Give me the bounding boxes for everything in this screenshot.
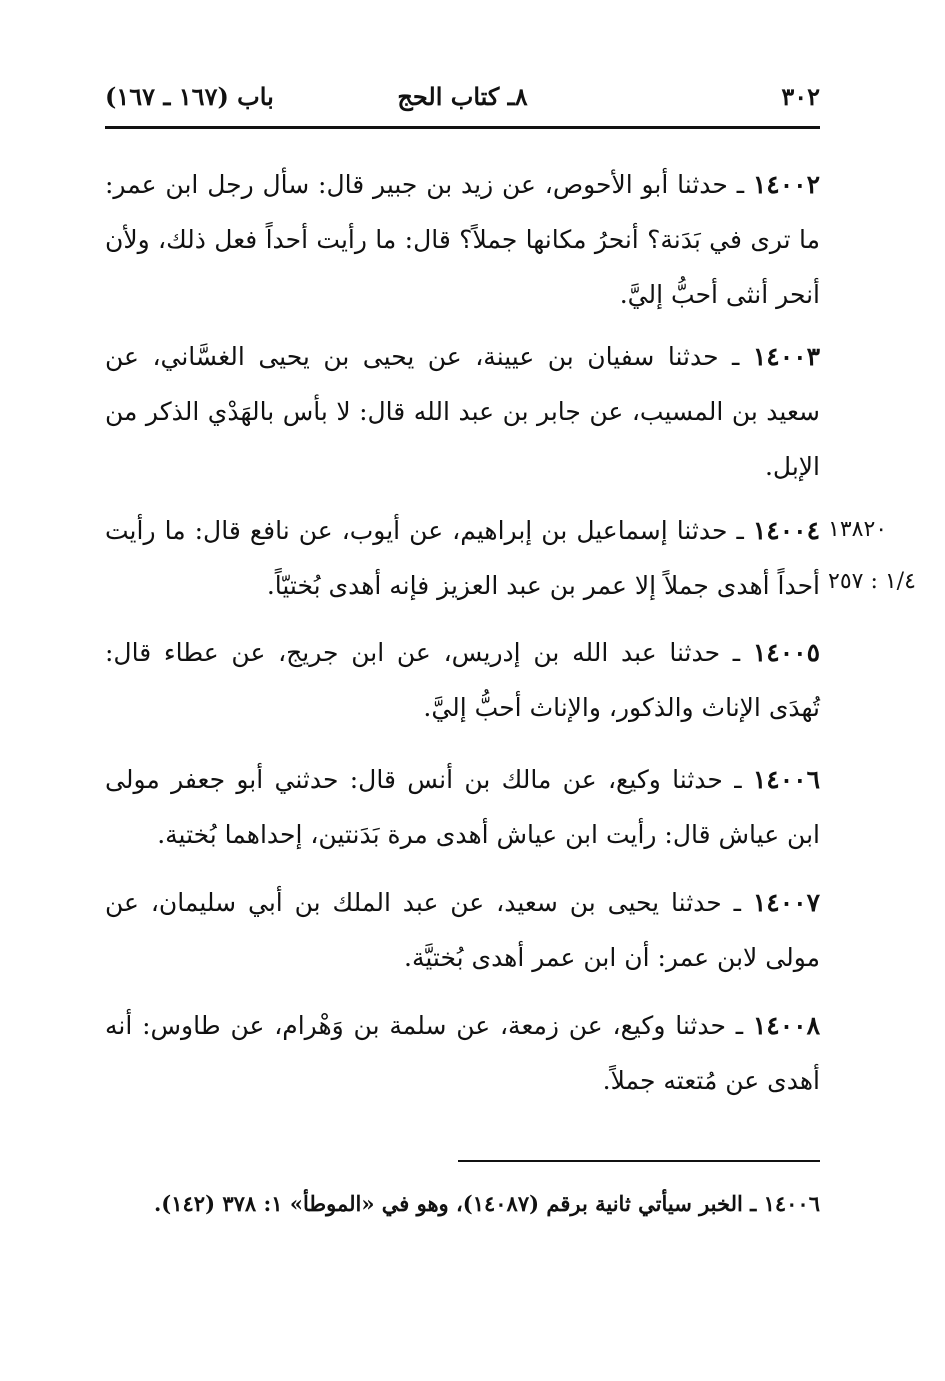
hadith-number: ١٤٠٠٢ [752,170,820,199]
hadith-14002 [105,157,820,322]
hadith-14006 [105,752,820,862]
page-header [105,80,820,120]
hadith-text: ـ حدثنا وكيع، عن زمعة، عن سلمة بن وَهْرام، عن طاوس: أنه أهدى عن مُتعته جملاً. [105,1011,820,1095]
hadith-text: ـ حدثنا إسماعيل بن إبراهيم، عن أيوب، عن نافع قال: ما رأيت أحداً أهدى جملاً إلا عمر بن عبد العزيز فإنه أهدى بُختيّاً. [105,516,820,600]
hadith-number: ١٤٠٠٧ [752,888,820,917]
hadith-number: ١٤٠٠٣ [752,342,820,371]
header-divider [105,126,820,129]
margin-volume-page: ١/٤ : ٢٥٧ [828,569,916,594]
hadith-text: ـ حدثنا عبد الله بن إدريس، عن ابن جريج، عن عطاء قال: تُهدَى الإناث والذكور، والإناث أحبُّ إليَّ. [105,638,820,722]
hadith-14004 [105,503,820,613]
hadith-number: ١٤٠٠٦ [752,765,820,794]
footnote-divider [458,1160,820,1162]
margin-reference-number: ١٣٨٢٠ [828,517,888,542]
hadith-text: ـ حدثنا يحيى بن سعيد، عن عبد الملك بن أبي سليمان، عن مولى لابن عمر: أن ابن عمر أهدى بُختيَّة. [105,888,820,972]
hadith-14003 [105,329,820,494]
page-number: ٣٠٢ [781,82,820,111]
hadith-14007 [105,875,820,985]
hadith-text: ـ حدثنا أبو الأحوص، عن زيد بن جبير قال: سأل رجل ابن عمر: ما ترى في بَدَنة؟ أنحرُ مكانها جملاً؟ قال: ما رأيت أحداً فعل ذلك، ولأن أنحر أنثى أحبُّ إليَّ. [105,170,820,309]
hadith-14005 [105,625,820,735]
hadith-number: ١٤٠٠٤ [752,516,821,545]
footnote: ١٤٠٠٦ ـ الخبر سيأتي ثانية برقم (١٤٠٨٧)، وهو في «الموطأ» ١: ٣٧٨ (١٤٢). [154,1191,820,1216]
hadith-14008 [105,998,820,1108]
hadith-number: ١٤٠٠٨ [752,1011,820,1040]
hadith-text: ـ حدثنا وكيع، عن مالك بن أنس قال: حدثني أبو جعفر مولى ابن عياش قال: رأيت ابن عياش أهدى مرة بَدَنتين، إحداهما بُختية. [105,765,820,849]
hadith-number: ١٤٠٠٥ [752,638,820,667]
book-title: ٨ـ كتاب الحج [397,82,528,111]
hadith-text: ـ حدثنا سفيان بن عيينة، عن يحيى بن يحيى الغسَّاني، عن سعيد بن المسيب، عن جابر بن عبد الله قال: لا بأس بالهَدْي الذكر من الإبل. [105,342,820,481]
chapter-label: باب (١٦٧ ـ ١٦٧) [105,82,274,111]
